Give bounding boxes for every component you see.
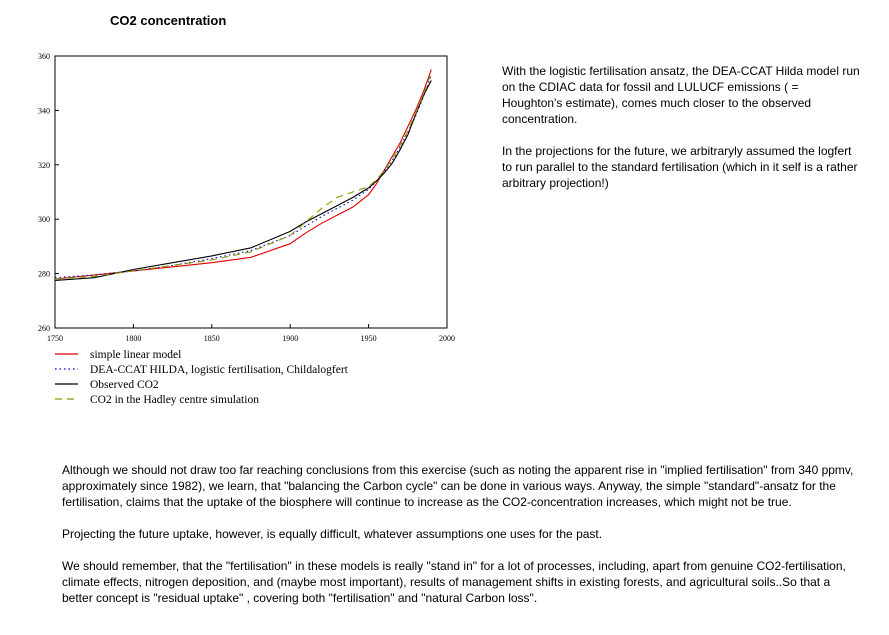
right-paragraph-1: With the logistic fertilisation ansatz, the DEA-CCAT Hilda model run on the CDIAC data for fossil and LULUCF emissions ( = Houghton's estimate), comes much closer to the observed concentration. bbox=[502, 64, 860, 126]
x-tick-label: 1800 bbox=[125, 334, 142, 343]
legend-label-2: DEA-CCAT HILDA, logistic fertilisation, Childalogfert bbox=[90, 364, 348, 376]
legend-label-3: Observed CO2 bbox=[90, 379, 159, 391]
x-tick-label: 1750 bbox=[47, 334, 63, 343]
plot-area bbox=[55, 56, 447, 328]
bottom-discussion-text bbox=[62, 462, 862, 622]
co2-line-chart bbox=[0, 0, 460, 420]
bottom-paragraph-2: Projecting the future uptake, however, is equally difficult, whatever assumptions one uses for the past. bbox=[62, 527, 603, 541]
y-tick-label: 280 bbox=[38, 269, 50, 279]
chart-title: CO2 concentration bbox=[110, 13, 227, 28]
x-tick-label: 1950 bbox=[360, 334, 377, 343]
bottom-paragraph-1: Although we should not draw too far reaching conclusions from this exercise (such as noting the apparent rise in "implied fertilisation" from 340 ppmv, approximately since 1982), we learn, that "balancing the Carbon cycle" can be done in various ways. Anyway, the simple "standard"-ansatz for the fertilisation, claims that the uptake of the biosphere will continue to increase as the CO2-concentration increases, which might not be true. bbox=[62, 463, 854, 509]
bottom-paragraph-3: We should remember, that the "fertilisation" in these models is really "stand in" for a lot of processes, including, apart from genuine CO2-fertilisation, climate effects, nitrogen deposition, and (maybe most important), results of management shifts in existing forests, and agricultural soils..So that a better concept is "residual uptake" , covering both "fertilisation" and "natural Carbon loss". bbox=[62, 559, 846, 605]
right-explanation-text bbox=[502, 63, 862, 207]
right-paragraph-2: In the projections for the future, we arbitraryly assumed the logfert to run parallel to the standard fertilisation (which in it self is a rather arbitrary projection!) bbox=[502, 144, 858, 190]
y-tick-label: 300 bbox=[38, 215, 50, 225]
legend-label-4: CO2 in the Hadley centre simulation bbox=[90, 394, 259, 406]
y-tick-label: 320 bbox=[38, 160, 50, 170]
x-tick-label: 1900 bbox=[282, 334, 299, 343]
x-tick-label: 2000 bbox=[439, 334, 455, 343]
y-tick-label: 340 bbox=[38, 106, 50, 116]
y-tick-label: 260 bbox=[38, 324, 50, 333]
legend bbox=[55, 349, 349, 406]
x-tick-label: 1850 bbox=[203, 334, 220, 343]
y-tick-label: 360 bbox=[38, 52, 50, 61]
legend-label-1: simple linear model bbox=[90, 349, 182, 361]
